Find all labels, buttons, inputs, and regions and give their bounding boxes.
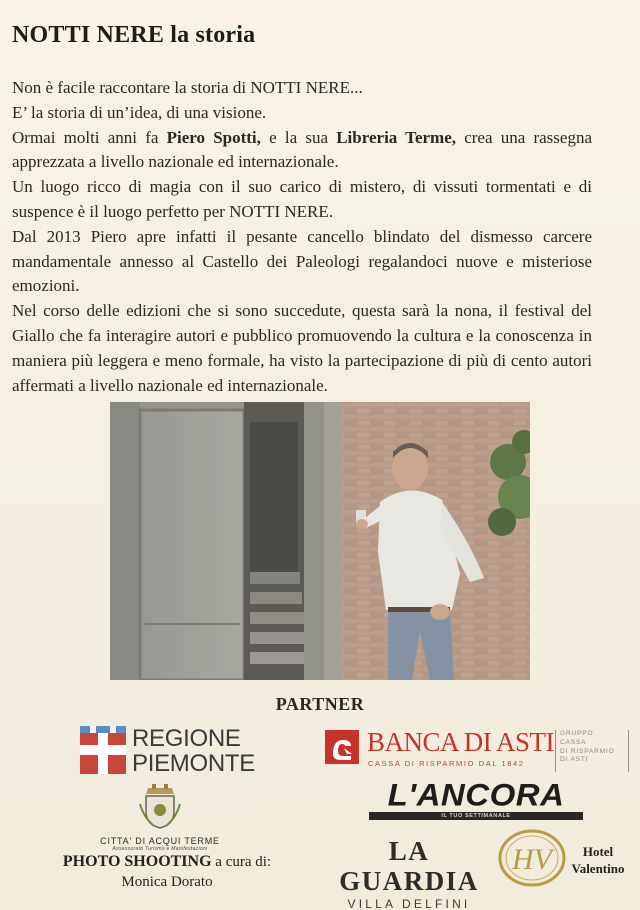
- founder-name: Piero Spotti,: [166, 127, 261, 147]
- banca-name: BANCA DI ASTI: [367, 727, 555, 757]
- paragraph-prison: Dal 2013 Piero apre infatti il pesante cancello blindato del dismesso carcere mandamentale annesso al Castello dei Paleologi regalandoci nuove e misteriose emozioni.: [12, 226, 592, 296]
- paragraph-festival: Nel corso delle edizioni che si sono succedute, questa sarà la nona, il festival del Giallo che fa interagire autori e pubblico promuovendo la cultura e la conoscenza in maniera più leggera e meno formale, ha visto la partecipazione di più di cento autori affermati a livello nazionale ed internazionale.: [12, 301, 592, 395]
- paragraph-founder: Ormai molti anni fa Piero Spotti, e la sua Libreria Terme, crea una rassegna apprezzata a livello nazionale ed internazionale.: [12, 127, 592, 172]
- article-title: NOTTI NERE la storia: [12, 22, 256, 48]
- photo-illustration: [110, 402, 530, 680]
- acqui-name: CITTA' DI ACQUI TERME: [100, 836, 220, 846]
- hotel-emblem-icon: [496, 828, 568, 888]
- banca-di-asti-logo: [325, 727, 630, 775]
- lancora-name: L'ANCORA: [387, 776, 565, 813]
- paragraph-idea: E’ la storia di un’idea, di una visione.: [12, 102, 267, 122]
- paragraph-intro: Non è facile raccontare la storia di NOTTI NERE...: [12, 78, 363, 97]
- banca-group-box: GRUPPO CASSA DI RISPARMIO DI ASTI: [555, 730, 629, 772]
- prison-door-photo: [110, 402, 530, 680]
- partner-heading: PARTNER: [275, 694, 365, 714]
- photo-credit: PHOTO SHOOTING a cura di: Monica Dorato: [52, 852, 282, 892]
- article-body: [12, 76, 592, 398]
- regione-piemonte-logo: [80, 726, 260, 776]
- guardia-subtitle: VILLA DELFINI: [347, 897, 471, 910]
- photo-credit-label: PHOTO SHOOTING: [62, 853, 212, 870]
- hotel-emblem-letters: HV: [512, 843, 552, 876]
- lancora-tagline: IL TUO SETTIMANALE: [369, 812, 583, 820]
- banca-logo-icon: [325, 730, 359, 764]
- regione-name: REGIONE PIEMONTE: [132, 725, 255, 777]
- paragraph-place: Un luogo ricco di magia con il suo carico di mistero, di vissuti tormentati e di suspence è il luogo perfetto per NOTTI NERE.: [12, 177, 592, 221]
- bookshop-name: Libreria Terme,: [336, 127, 457, 147]
- acqui-crest-icon: [138, 784, 182, 830]
- regione-flag-icon: [80, 726, 126, 774]
- acqui-terme-logo: [90, 784, 230, 850]
- la-guardia-logo: [325, 836, 493, 910]
- hotel-name: Hotel Valentino: [571, 844, 625, 876]
- guardia-name: LA GUARDIA: [339, 836, 479, 896]
- acqui-subtitle: Assessorato Turismo e Manifestazioni: [112, 846, 208, 852]
- hotel-valentino-logo: [496, 826, 636, 890]
- photographer-name: Monica Dorato: [121, 874, 213, 890]
- banca-subtitle: CASSA DI RISPARMIO DAL 1842: [368, 759, 525, 768]
- lancora-logo: [367, 776, 585, 822]
